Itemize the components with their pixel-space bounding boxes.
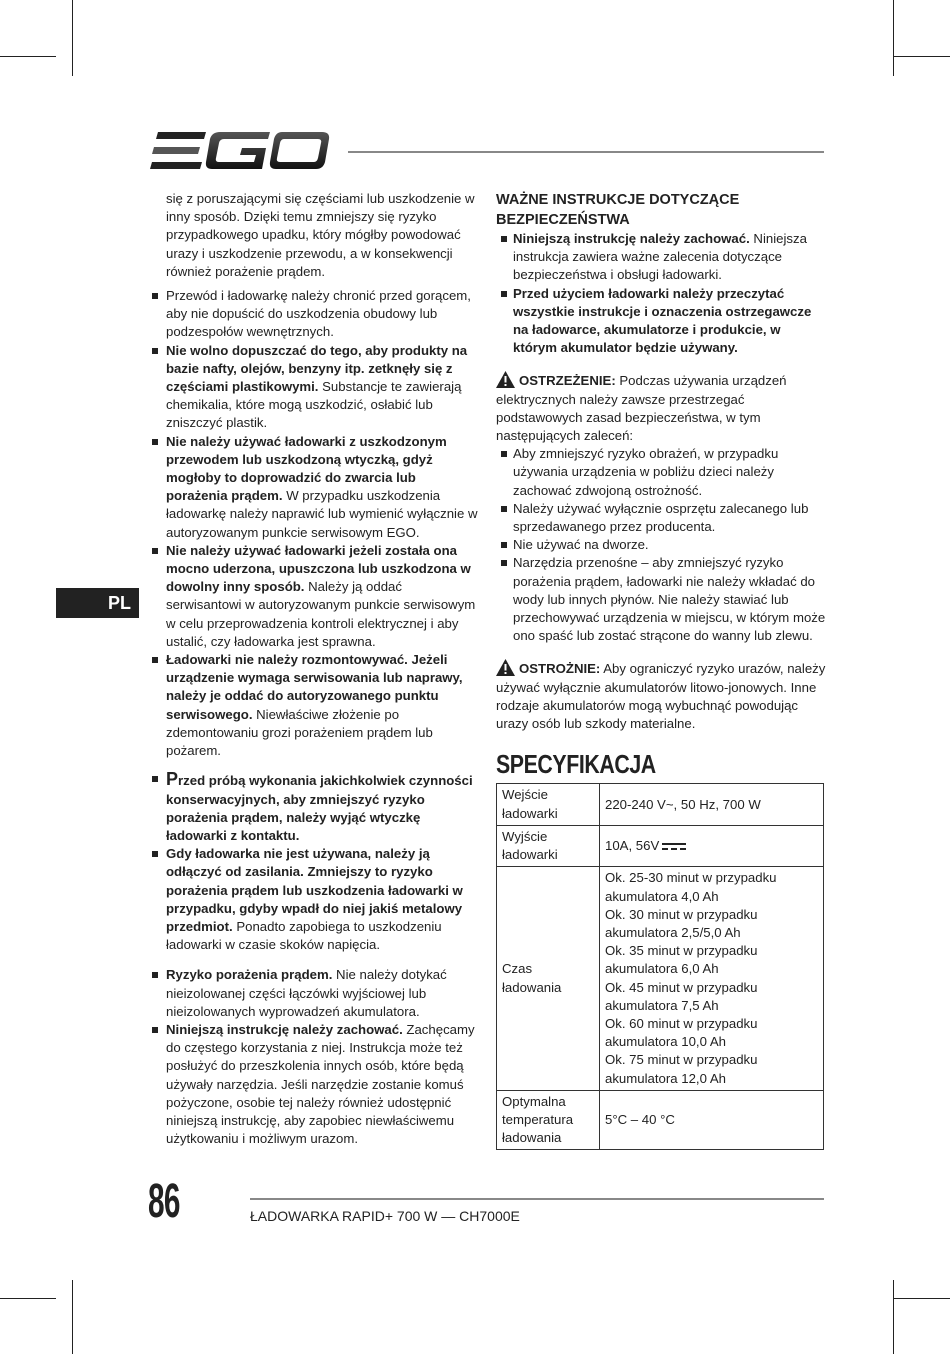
warning-label: OSTRZEŻENIE: [519,373,616,389]
list-item [150,342,480,433]
item-bold: Gdy ładowarka nie jest używana, należy ją odłączyć od zasilania. Zmniejszy to ryzyko porażenia prądem lub uszkodzenia ładowarki w przypadku, gdyby wpadł do niej jakiś metalowy przedmiot. [166,846,463,934]
table-row [497,825,824,866]
crop-mark [893,56,950,57]
spec-table [496,783,824,1150]
table-cell-key: Czas ładowania [497,867,600,1090]
item-bold: Przed użyciem ładowarki należy przeczytać wszystkie instrukcje i oznaczenia ostrzegawcze na ładowarce, akumulatorze i produkcie, w którym akumulator będzie używany. [513,285,812,356]
warning-block [496,371,826,445]
item-text: W przypadku uszkodzenia ładowarkę należy naprawić lub wymienić wyłącznie w autoryzowanym punkcie serwisowym EGO. [166,488,478,540]
item-text: Należy używać wyłącznie osprzętu zalecanego lub sprzedawanego przez producenta. [513,500,809,535]
item-text: Przewód i ładowarkę należy chronić przed gorącem, aby nie dopuścić do uszkodzenia obudowy lub podzespołów wewnętrznych. [166,288,471,340]
table-cell-key: Wejście ładowarki [497,784,600,825]
list-item [150,966,480,1021]
crop-mark [893,1298,950,1299]
list-item [496,536,826,554]
list-item [150,770,480,845]
crop-mark [72,0,73,76]
section-heading: WAŻNE INSTRUKCJE DOTYCZĄCE BEZPIECZEŃSTWA [496,192,740,228]
table-cell-key: Optymalna temperatura ładowania [497,1090,600,1150]
item-text: Należy ją oddać serwisantowi w autoryzowanym punkcie serwisowym w celu przeprowadzenia kontroli elektrycznej i aby ustalić, czy ładowarka jest sprawna. [166,579,476,649]
list-item [496,445,826,500]
list-item [150,845,480,954]
caution-text: Aby ograniczyć ryzyko urazów, należy używać wyłącznie akumulatorów litowo-jonowych. Inne rodzaje akumulatorów mogą wybuchnąć powodując urazy osób lub szkody materialne. [496,661,826,732]
list-item [496,554,826,645]
table-cell-value: 5°C – 40 °C [600,1090,824,1150]
list-item [150,1021,480,1148]
table-row [497,1090,824,1150]
warning-text: Podczas używania urządzeń elektrycznych należy zawsze przestrzegać podstawowych zasad bezpieczeństwa, w tym następujących zaleceń: [496,373,787,444]
item-text: Aby zmniejszyć ryzyko obrażeń, w przypadku używania urządzenia w pobliżu dzieci należy zachować zdwojoną ostrożność. [513,446,779,498]
table-cell-value: 220-240 V~, 50 Hz, 700 W [600,784,824,825]
table-row [497,784,824,825]
item-text: Narzędzia przenośne – aby zmniejszyć ryzyko porażenia prądem, ładowarki nie należy wkładać do wody lub innych płynów. Nie należy stawiać lub przechowywać urządzenia w miejscu, w którym może ono spaść lub zostać strącone do wanny lub zlewu. [513,555,826,644]
list-item [496,230,826,285]
item-bold: Ryzyko porażenia prądem. [166,967,333,983]
item-bold: P [166,769,179,790]
item-bold: Nie wolno dopuszczać do tego, aby produkty na bazie nafty, olejów, benzyny itp. zetknęły się z częściami plastikowymi. [166,342,468,395]
crop-mark [893,0,894,76]
dc-symbol-icon [662,842,686,852]
list-item [150,287,480,342]
item-bold: Nie należy używać ładowarki jeżeli została ona mocno uderzona, upuszczona lub uszkodzona w dowolny inny sposób. [166,542,471,595]
list-item [150,433,480,542]
crop-mark [0,1298,56,1299]
item-text: Substancje te zawierają chemikalia, które mogą uszkodzić, osłabić lub zniszczyć plastik. [166,379,462,431]
spec-title: SPECYFIKACJA [496,749,656,780]
crop-mark [72,1280,73,1354]
item-text: Nie należy dotykać nieizolowanej części łączówki wyjściowej lub nieizolowanych wyprowadzeń akumulatora. [166,967,447,1019]
left-column [150,190,480,1148]
table-cell-value: Ok. 25-30 minut w przypadku akumulatora 4,0 Ah Ok. 30 minut w przypadku akumulatora 2,5/5,0 Ah Ok. 35 minut w przypadku akumulatora 6,0 Ah Ok. 45 minut w przypadku akumulatora 7,5 Ah Ok. 60 minut w przypadku akumulatora 10,0 Ah Ok. 75 minut w przypadku akumulatora 12,0 Ah [600,867,824,1090]
item-text: Niniejsza instrukcja zawiera ważne zalecenia dotyczące bezpieczeństwa i obsługi ładowarki. [513,231,807,283]
list-item [150,542,480,651]
footer-text: ŁADOWARKA RAPID+ 700 W — CH7000E [250,1208,520,1224]
table-row [497,867,824,1090]
item-bold: Ładowarki nie należy rozmontowywać. Jeżeli urządzenie wymaga serwisowania lub naprawy, należy je oddać do autoryzowanego punktu serwisowego. [166,652,463,722]
crop-mark [0,56,56,57]
crop-mark [893,1280,894,1354]
caution-label: OSTROŻNIE: [519,661,601,677]
table-cell-key: Wyjście ładowarki [497,825,600,866]
item-text: Ponadto zapobiega to uszkodzeniu ładowarki w czasie skoków napięcia. [166,918,442,953]
page-number: 86 [148,1175,180,1228]
language-tab: PL [56,588,139,618]
caution-triangle-icon [496,659,515,676]
caution-block [496,659,826,733]
ego-logo [150,130,330,172]
list-item [496,500,826,536]
paragraph: się z poruszającymi się częściami lub uszkodzenie w inny sposób. Dzięki temu zmniejszy się ryzyko przypadkowego upadku, który mógłby powodować urazy i uszkodzenie przewodu, a w konsekwencji również porażenie prądem. [166,191,475,279]
item-text: Zachęcamy do częstego korzystania z niej. Instrukcja może też posłużyć do przeszkolenia innych osób, które będą używały narzędzia. Jeśli narzędzie zostanie komuś pożyczone, osobie tej należy również udostępnić niniejszą instrukcję, aby zapobiec niewłaściwemu użytkowaniu i możliwym urazom. [166,1021,475,1147]
header-rule [348,151,824,153]
right-column [496,190,826,1150]
list-item [496,285,826,358]
item-bold: Niniejszą instrukcję należy zachować. [166,1021,403,1037]
output-value: 10A, 56V [605,837,660,853]
item-bold: rzed próbą wykonania jakichkolwiek czynności konserwacyjnych, aby zmniejszyć ryzyko porażenia prądem, należy wyjąć wtyczkę ładowarki z kontaktu. [166,773,473,843]
footer-rule [250,1198,824,1200]
item-text: Niewłaściwe złożenie po zdemontowaniu grozi porażeniem prądem lub pożarem. [166,706,433,759]
item-bold: Nie należy używać ładowarki z uszkodzonym przewodem lub uszkodzoną wtyczką, gdyż mogłoby to doprowadzić do zwarcia lub porażenia prądem. [166,433,447,504]
item-bold: Niniejszą instrukcję należy zachować. [513,231,750,246]
table-cell-value [600,825,824,866]
item-text: Nie używać na dworze. [513,537,649,553]
warning-triangle-icon [496,371,515,388]
list-item [150,651,480,760]
